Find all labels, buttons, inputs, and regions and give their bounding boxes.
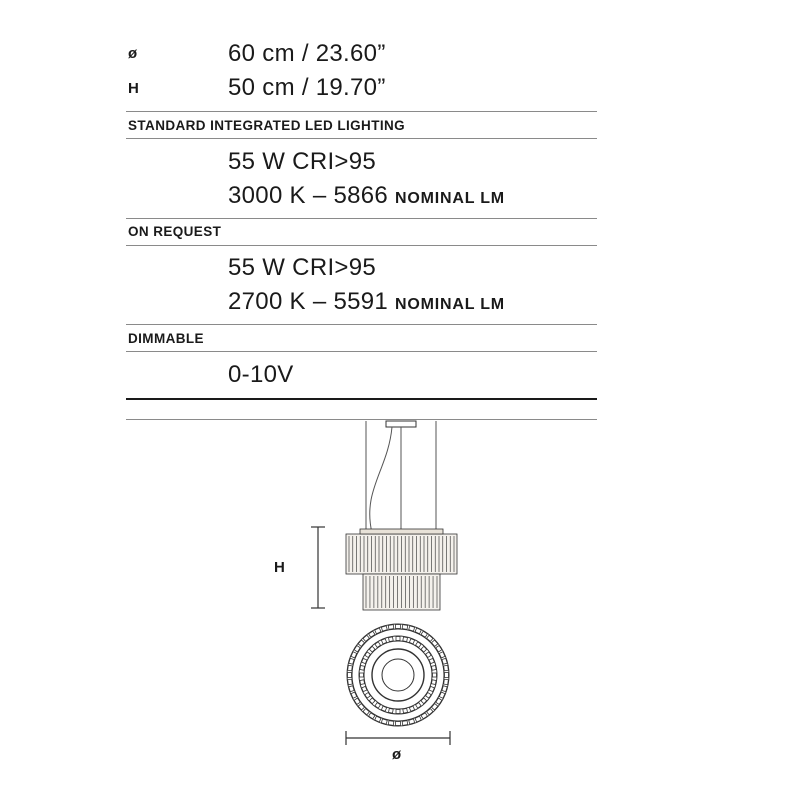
crystal-bead (363, 635, 369, 641)
crystal-bead (409, 719, 415, 724)
crystal-bead (349, 686, 354, 692)
crystal-bead (429, 686, 434, 691)
crystal-bead (409, 639, 414, 644)
height-dimension (311, 527, 325, 608)
dimmable-heading: DIMMABLE (128, 331, 204, 346)
crystal-bead (402, 625, 408, 630)
crystal-bead (403, 708, 408, 713)
standard-heading: STANDARD INTEGRATED LED LIGHTING (128, 118, 406, 133)
crystal-bead (381, 626, 387, 631)
crystal-bead (442, 686, 447, 692)
crystal-bead (396, 722, 401, 726)
crystal-bead (396, 637, 400, 641)
crystal-bead (403, 637, 408, 642)
standard-output-value: 3000 K – 5866 (228, 182, 389, 209)
crystal-bead (358, 640, 364, 646)
crystal-bead (402, 721, 408, 726)
plan-view-crystals (348, 625, 449, 726)
crystal-bead (389, 637, 394, 642)
crystal-bead (431, 680, 436, 685)
on-request-heading: ON REQUEST (128, 224, 222, 239)
crystal-bead (381, 639, 386, 644)
crystal-bead (381, 706, 386, 711)
crystal-bead (433, 673, 437, 677)
diameter-value: 60 cm / 23.60” (228, 40, 386, 67)
on-request-output-unit: NOMINAL LM (395, 296, 505, 313)
height-value: 50 cm / 19.70” (228, 74, 386, 101)
standard-power: 55 W CRI>95 (228, 148, 377, 175)
crystal-bead (429, 658, 434, 663)
crystal-bead (348, 665, 353, 671)
crystal-bead (396, 625, 401, 629)
crystal-bead (409, 626, 415, 631)
crystal-bead (442, 658, 447, 664)
crystal-bead (348, 673, 352, 678)
crystal-bead (396, 710, 400, 714)
crystal-bead (445, 673, 449, 678)
crystal-bead (432, 704, 438, 710)
crystal-bead (349, 658, 354, 664)
crystal-bead (348, 679, 353, 685)
crystal-bead (362, 686, 367, 691)
crystal-bead (381, 719, 387, 724)
standard-output-unit: NOMINAL LM (395, 190, 505, 207)
top-band (360, 529, 443, 534)
crystal-bead (362, 658, 367, 663)
crystal-bead (444, 679, 449, 685)
crystal-bead (360, 666, 365, 671)
on-request-output-value: 2700 K – 5591 (228, 288, 389, 315)
crystal-bead (431, 666, 436, 671)
dimmable-value: 0-10V (228, 361, 294, 388)
crystal-bead (409, 706, 414, 711)
height-dimension-label: H (274, 559, 285, 576)
crystal-bead (389, 708, 394, 713)
ceiling-canopy (386, 421, 416, 427)
crystal-bead (363, 709, 369, 715)
crystal-bead (360, 680, 365, 685)
suspension-cables (366, 421, 436, 533)
crystal-bead (360, 673, 364, 677)
crystal-bead (388, 721, 394, 726)
diameter-dimension-label: ø (392, 746, 402, 763)
crystal-bead (427, 709, 433, 715)
diameter-symbol: ø (128, 45, 138, 62)
diameter-dimension (346, 731, 450, 745)
crystal-bead (388, 625, 394, 630)
crystal-bead (432, 640, 438, 646)
crystal-bead (444, 665, 449, 671)
crystal-bead (358, 704, 364, 710)
on-request-power: 55 W CRI>95 (228, 254, 377, 281)
crystal-bead (427, 635, 433, 641)
height-symbol: H (128, 80, 139, 97)
